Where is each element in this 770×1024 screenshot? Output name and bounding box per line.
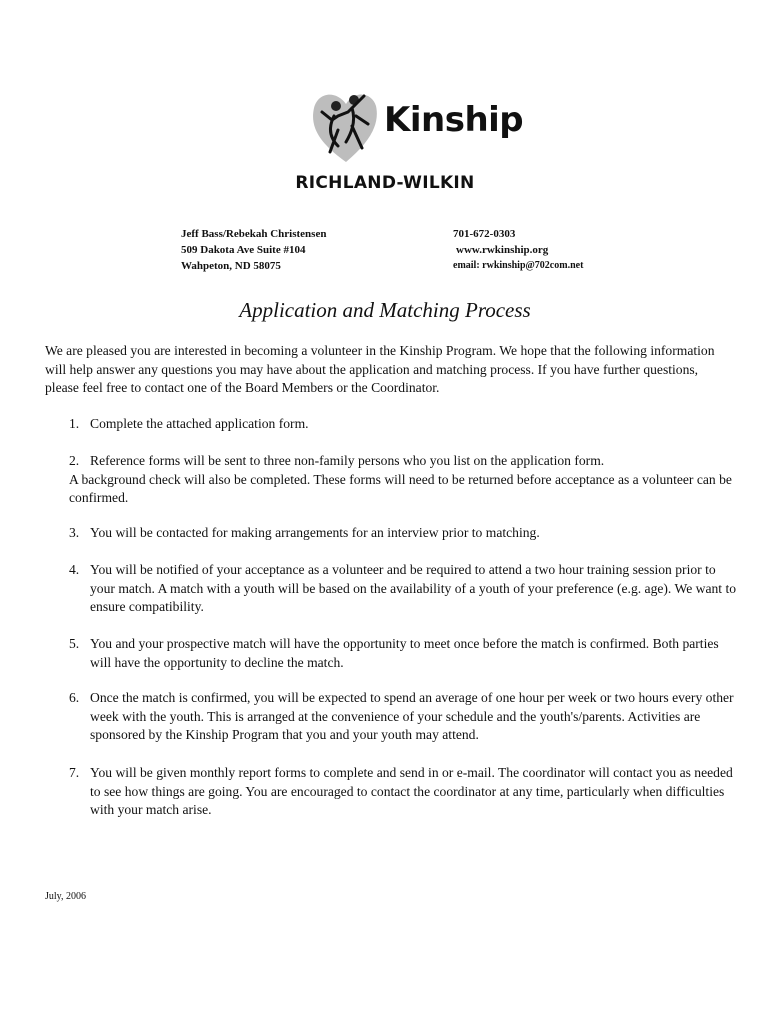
step-text: Complete the attached application form.	[90, 416, 309, 431]
list-item	[69, 764, 739, 820]
page-title: Application and Matching Process	[239, 298, 531, 322]
intro-paragraph: We are pleased you are interested in becoming a volunteer in the Kinship Program. We hope that the following information will help answer any questions you may have about the application and matching process. If you have further questions, please feel free to contact one of the Board Members or the Coordinator.	[45, 343, 715, 395]
list-item	[69, 524, 739, 543]
step-number: 7.	[69, 765, 80, 780]
step-text: You will be contacted for making arrangements for an interview prior to matching.	[90, 525, 540, 540]
step-text: You and your prospective match will have the opportunity to meet once before the match is confirmed. Both parties will have the opportunity to decline the match.	[90, 636, 719, 670]
footer-date: July, 2006	[45, 891, 87, 902]
contact-email: email: rwkinship@702com.net	[453, 260, 584, 271]
list-item	[69, 452, 739, 508]
list-item	[69, 415, 739, 434]
step-number: 5.	[69, 636, 80, 651]
contact-phone: 701-672-0303	[453, 228, 516, 240]
contact-address-line2: Wahpeton, ND 58075	[181, 260, 281, 272]
chapter-name: RICHLAND-WILKIN	[295, 173, 475, 193]
step-text: You will be notified of your acceptance as a volunteer and be required to attend a two hour training session prior to your match. A match with a youth will be based on the availability of a youth of your preference (e.g. age). We want to ensure compatibility.	[90, 562, 737, 614]
list-item	[69, 689, 739, 745]
list-item	[69, 561, 739, 617]
contact-info-block	[453, 226, 583, 274]
step-number: 6.	[69, 690, 80, 705]
step-extra-text: A background check will also be completed. These forms will need to be returned before acceptance as a volunteer can be confirmed.	[69, 471, 732, 505]
contact-address-block	[181, 226, 326, 274]
step-text: You will be given monthly report forms to complete and send in or e-mail. The coordinator will contact you as needed to see how things are going. You are encouraged to contact the coordinator at any time, particularly when difficulties with your match arise.	[90, 765, 733, 817]
step-text: Reference forms will be sent to three non-family persons who you list on the application form.	[90, 453, 605, 468]
step-number: 2.	[69, 453, 80, 468]
logo-wordmark: Kinship	[384, 100, 524, 140]
contact-names: Jeff Bass/Rebekah Christensen	[181, 228, 327, 240]
step-number: 4.	[69, 562, 80, 577]
contact-address-line1: 509 Dakota Ave Suite #104	[181, 244, 306, 256]
kinship-logo	[308, 86, 524, 166]
contact-website: www.rwkinship.org	[456, 244, 549, 256]
step-text: Once the match is confirmed, you will be expected to spend an average of one hour per week or two hours every other week with the youth. This is arranged at the convenience of your schedule and the youth's/parents. Activities are sponsored by the Kinship Program that you and your youth may attend.	[90, 690, 734, 742]
kinship-figures-heart-icon	[308, 86, 384, 166]
step-number: 3.	[69, 525, 80, 540]
list-item	[69, 635, 739, 672]
step-number: 1.	[69, 416, 80, 431]
